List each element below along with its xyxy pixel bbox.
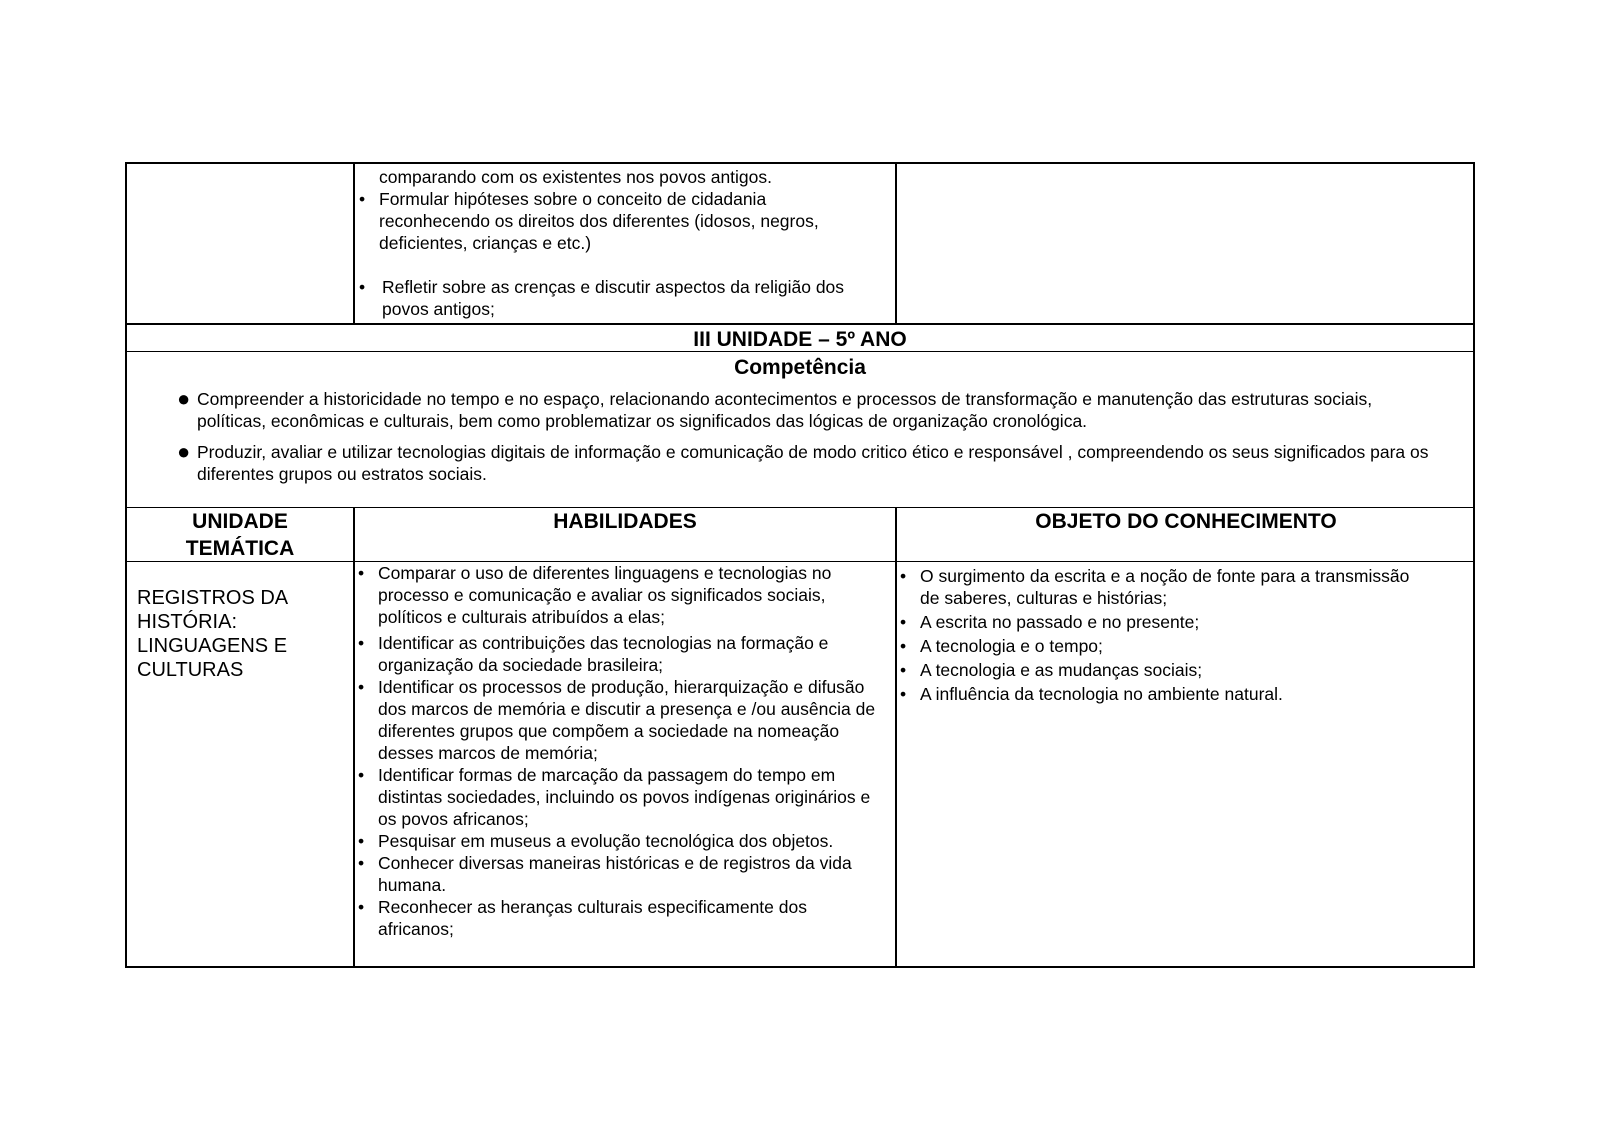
list-item: • Identificar formas de marcação da passagem do tempo em distintas sociedades, incluindo os povos indígenas originários e os povos africanos; — [358, 765, 871, 829]
list-item: • Formular hipóteses sobre o conceito de cidadania reconhecendo os direitos dos diferentes (idosos, negros, deficientes, crianças e etc.) — [359, 189, 819, 253]
list-item: ● Compreender a historicidade no tempo e no espaço, relacionando acontecimentos e processos de transformação e manutenção das estruturas sociais, políticas, econômicas e culturais, bem como problematizar os significados das lógicas de organização cronológica. — [177, 386, 1373, 431]
list-item: • O surgimento da escrita e a noção de fonte para a transmissão de saberes, culturas e histórias; — [900, 566, 1410, 608]
competencia-list — [175, 388, 1433, 494]
column-divider — [353, 507, 355, 968]
previous-habilidades-list — [357, 166, 877, 320]
column-divider — [895, 164, 897, 325]
list-item: ● Produzir, avaliar e utilizar tecnologias digitais de informação e comunicação de modo critico ético e responsável , compreendendo os seus significados para os diferentes grupos ou estratos sociais. — [177, 439, 1429, 484]
unidade-tematica-value: REGISTROS DA HISTÓRIA: LINGUAGENS E CULTURAS — [137, 587, 288, 681]
row-divider — [127, 323, 1473, 325]
objetos-list — [898, 565, 1418, 705]
list-item: • A influência da tecnologia no ambiente natural. — [900, 684, 1283, 704]
bullet-icon: ● — [177, 386, 191, 411]
column-divider — [895, 507, 897, 968]
list-item: comparando com os existentes nos povos antigos. — [379, 167, 772, 187]
unit-title: III UNIDADE – 5º ANO — [693, 328, 907, 351]
list-item: • Identificar os processos de produção, hierarquização e difusão dos marcos de memória e discutir a presença e /ou ausência de diferentes grupos que compõem a sociedade na nomeação desses marcos de memória; — [358, 677, 876, 763]
header-habilidades: HABILIDADES — [553, 510, 697, 533]
list-item: • Identificar as contribuições das tecnologias na formação e organização da sociedade brasileira; — [358, 633, 829, 675]
list-item: • A tecnologia e as mudanças sociais; — [900, 660, 1203, 680]
bullet-icon: ● — [177, 439, 191, 464]
curriculum-table — [125, 162, 1475, 968]
column-divider — [353, 164, 355, 325]
list-item: • A escrita no passado e no presente; — [900, 612, 1200, 632]
list-item: • Pesquisar em museus a evolução tecnológica dos objetos. — [358, 831, 834, 851]
row-divider — [127, 351, 1473, 352]
list-item: • Refletir sobre as crenças e discutir aspectos da religião dos povos antigos; — [359, 277, 845, 319]
header-unidade-tematica: UNIDADE TEMÁTICA — [185, 510, 295, 560]
header-objeto-conhecimento: OBJETO DO CONHECIMENTO — [1035, 510, 1337, 533]
list-item: • Conhecer diversas maneiras históricas e de registros da vida humana. — [358, 853, 852, 895]
list-item: • A tecnologia e o tempo; — [900, 636, 1103, 656]
list-item: • Reconhecer as heranças culturais especificamente dos africanos; — [358, 897, 807, 939]
list-item: • Comparar o uso de diferentes linguagens e tecnologias no processo e comunicação e avaliar os significados sociais, políticos e culturais atribuídos a elas; — [358, 563, 832, 627]
habilidades-list — [356, 562, 876, 940]
competencia-title: Competência — [734, 356, 866, 379]
